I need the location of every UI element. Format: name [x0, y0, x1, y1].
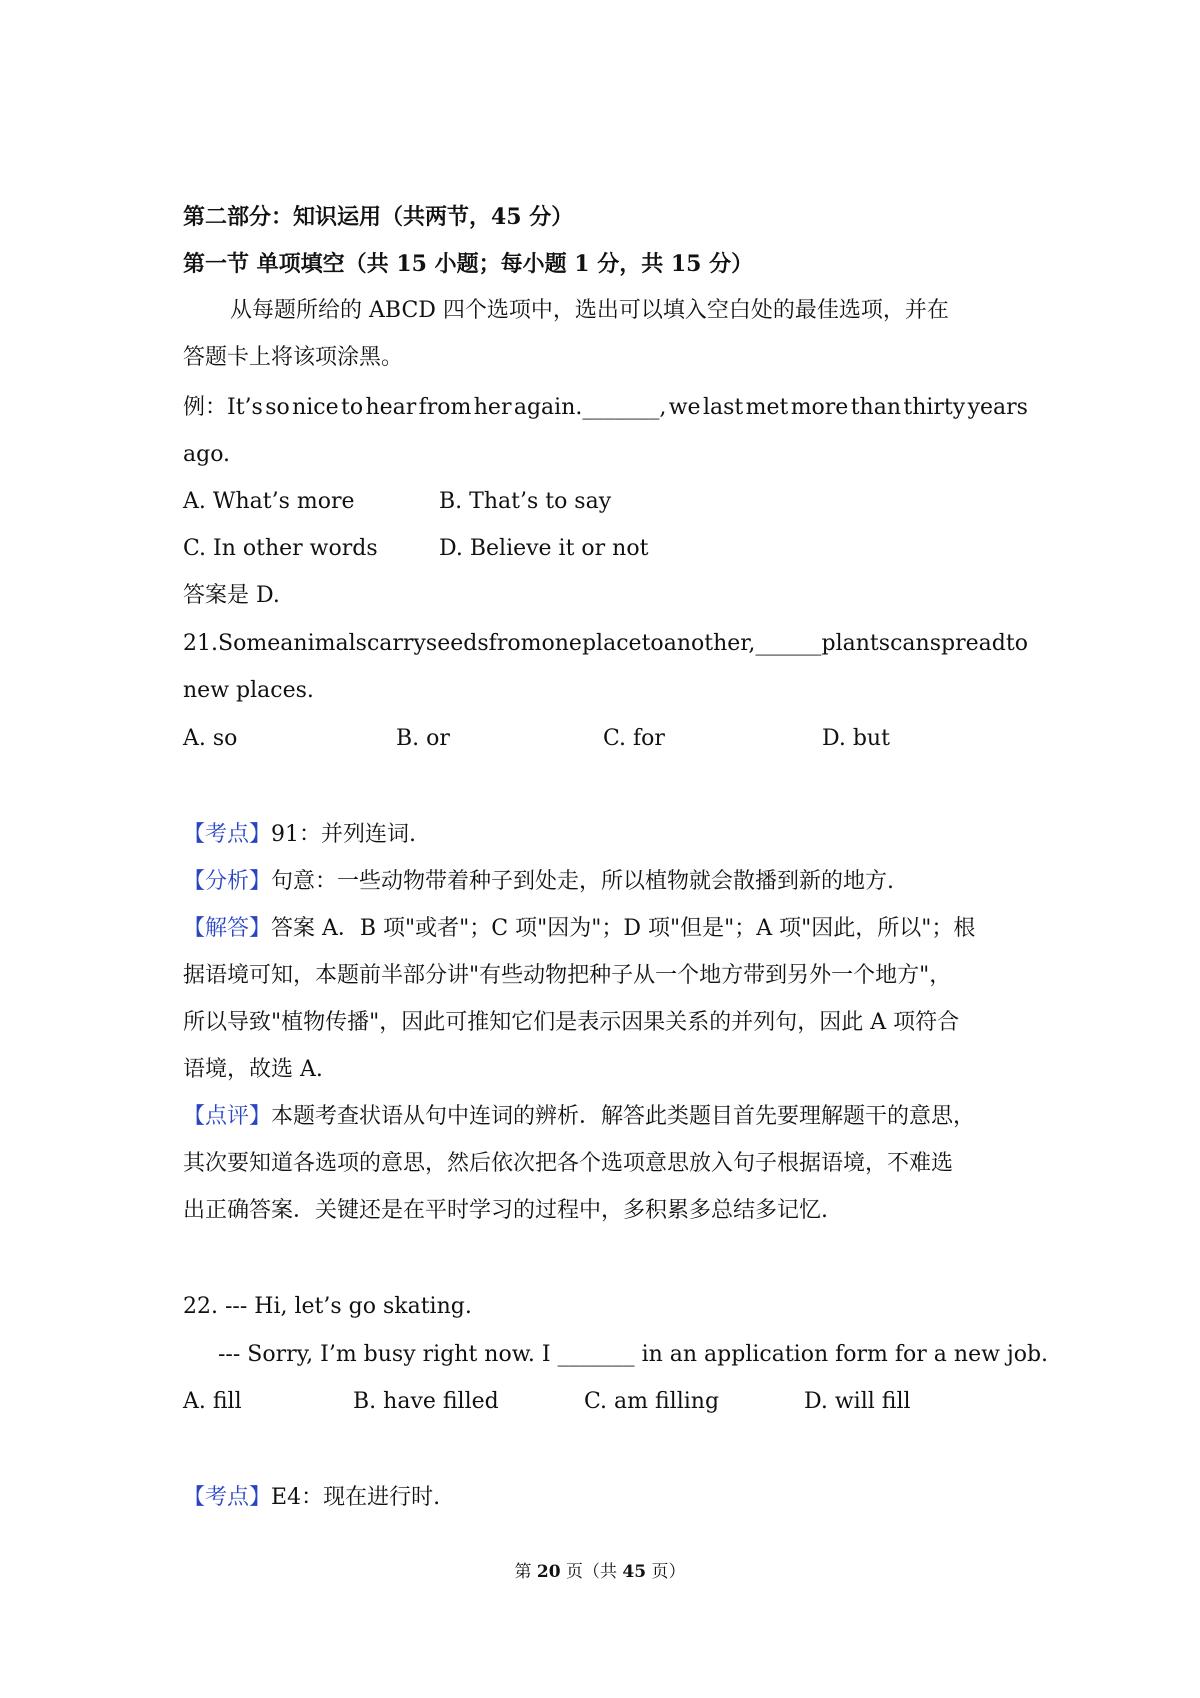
instruction-line-2: 答题卡上将该项涂黑。: [183, 345, 404, 370]
word: thirty: [903, 395, 966, 420]
example-line-2: ago.: [183, 442, 231, 467]
word: more: [790, 395, 849, 420]
q22-option-d: D. will fill: [804, 1389, 911, 1414]
word: Some: [218, 631, 281, 656]
word: last: [702, 395, 744, 420]
footer-page-number: 20: [536, 1562, 561, 1582]
word: seeds: [425, 631, 489, 656]
q21-option-b: B. or: [396, 726, 450, 751]
word: met: [745, 395, 789, 420]
q21-stem-line-2: new places.: [183, 678, 314, 703]
word: animals: [280, 631, 367, 656]
word: from: [418, 395, 472, 420]
q21-option-c: C. for: [603, 726, 665, 751]
kaodian-text: E4：现在进行时.: [271, 1485, 441, 1510]
instruction-line-1: 从每题所给的 ABCD 四个选项中，选出可以填入空白处的最佳选项，并在: [230, 298, 949, 323]
part-title: 第二部分：知识运用（共两节，45 分）: [183, 204, 574, 230]
q21-jieda-line-1: [183, 914, 1028, 944]
word: another,: [663, 631, 756, 656]
word: spread: [929, 631, 1006, 656]
footer-prefix: 第: [514, 1562, 537, 1582]
word: years: [967, 395, 1028, 420]
subsection-title: 第一节 单项填空（共 15 小题；每小题 1 分，共 15 分）: [183, 251, 754, 277]
dianping-text: 本题考查状语从句中连词的辨析．解答此类题目首先要理解题干的意思，: [271, 1104, 976, 1129]
footer-total-pages: 45: [622, 1562, 647, 1582]
jieda-text: 答案 A．B 项"或者"；C 项"因为"；D 项"但是"；A 项"因此，所以"；根: [271, 916, 976, 941]
q21-jieda-line-2: 据语境可知，本题前半部分讲"有些动物把种子从一个地方带到另外一个地方"，: [183, 963, 952, 988]
q22-kaodian: [183, 1483, 1028, 1513]
word: place: [581, 631, 642, 656]
word: 21.: [183, 631, 218, 656]
word: nice: [292, 395, 339, 420]
kaodian-text: 91：并列连词.: [271, 822, 417, 847]
page-footer: [0, 1560, 1200, 1584]
q21-jieda-line-3: 所以导致"植物传播"，因此可推知它们是表示因果关系的并列句，因此 A 项符合: [183, 1010, 960, 1035]
jieda-tag: 【解答】: [183, 916, 272, 941]
word: 例：It’s: [183, 395, 263, 420]
q21-kaodian: [183, 820, 1028, 850]
example-option-d: D. Believe it or not: [439, 536, 649, 561]
example-option-c: C. In other words: [183, 536, 378, 561]
q21-option-d: D. but: [822, 726, 890, 751]
word: ______: [755, 631, 822, 656]
word: can: [890, 631, 930, 656]
word: to: [1005, 631, 1028, 656]
example-line-1: [183, 393, 1028, 423]
example-answer: 答案是 D.: [183, 583, 280, 608]
dianping-tag: 【点评】: [183, 1104, 272, 1129]
word: to: [641, 631, 664, 656]
footer-middle: 页（共: [560, 1562, 623, 1582]
word: than: [850, 395, 901, 420]
word: carry: [366, 631, 426, 656]
word: hear: [365, 395, 417, 420]
q22-stem-line-2: --- Sorry, I’m busy right now. I _______ in an application form for a new job.: [218, 1342, 1049, 1367]
q21-dianping-line-1: [183, 1102, 1028, 1132]
word: again._______,: [513, 395, 667, 420]
q21-fenxi: [183, 867, 1028, 897]
q22-option-b: B. have filled: [353, 1389, 499, 1414]
q22-stem-line-1: 22. --- Hi, let’s go skating.: [183, 1294, 472, 1319]
example-option-a: A. What’s more: [183, 489, 355, 514]
q21-jieda-line-4: 语境，故选 A.: [183, 1057, 323, 1082]
kaodian-tag: 【考点】: [183, 1485, 272, 1510]
word: one: [541, 631, 582, 656]
word: to: [341, 395, 364, 420]
word: we: [668, 395, 701, 420]
fenxi-tag: 【分析】: [183, 869, 272, 894]
fenxi-text: 句意：一些动物带着种子到处走，所以植物就会散播到新的地方.: [271, 869, 895, 894]
word: plants: [821, 631, 891, 656]
kaodian-tag: 【考点】: [183, 822, 272, 847]
q21-dianping-line-2: 其次要知道各选项的意思，然后依次把各个选项意思放入句子根据语境，不难选: [183, 1151, 954, 1176]
q22-option-c: C. am filling: [584, 1389, 720, 1414]
word: her: [473, 395, 512, 420]
footer-suffix: 页）: [646, 1562, 686, 1582]
word: from: [488, 631, 542, 656]
q21-option-a: A. so: [183, 726, 238, 751]
q21-stem-line-1: [183, 629, 1028, 659]
q22-option-a: A. fill: [183, 1389, 242, 1414]
q21-dianping-line-3: 出正确答案．关键还是在平时学习的过程中，多积累多总结多记忆.: [183, 1198, 828, 1223]
example-option-b: B. That’s to say: [439, 489, 612, 514]
word: so: [265, 395, 290, 420]
